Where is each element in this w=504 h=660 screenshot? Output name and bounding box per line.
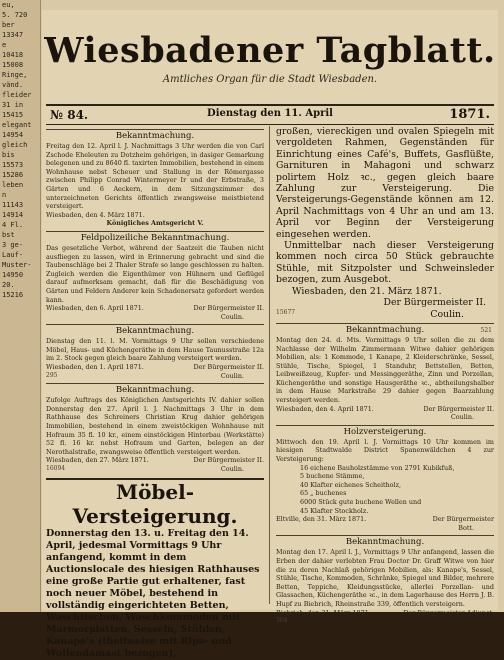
left-column bbox=[46, 126, 264, 659]
advertisement-signature-office: Der Bürgermeister II. bbox=[383, 297, 486, 309]
advertisement-signature-place: Wiesbaden, den 21. März 1871. bbox=[292, 285, 442, 297]
notice-number: 521 bbox=[480, 326, 492, 334]
notice-text: Freitag den 12. April l. J. Nachmittags 3 Uhr werden die von Carl Zschode Eheleuten zu Dotzheim gehörigen, in dasiger Gemarkung belegenen und zu 8640 fl. taxirten Immobilien, bestehend in einem Wohnhause nebst Scheuer und Stallung in der Römergasse zwischen Philipp Conrad Wintermeyer Ir und der Erbstraße, 3 Gärten und 6 Aeckern, in dem Sitzungszimmer des unterzeichneten Gerichts öffentlich zwangsweise meistbietend versteigert. bbox=[46, 142, 264, 211]
adjacent-page-fragment: 11143 bbox=[2, 201, 24, 209]
notice-signature-authority: Königliches Amtsgericht V. bbox=[106, 219, 204, 228]
adjacent-page-fragment: 15216 bbox=[2, 291, 24, 299]
advertisement-furniture-auction bbox=[46, 478, 264, 660]
notice-signature-office: Der Bürgermeister II. bbox=[193, 363, 264, 372]
adjacent-page-fragment: elegant bbox=[2, 121, 32, 129]
adjacent-page-fragment: 14954 bbox=[2, 131, 24, 139]
notice-footer bbox=[46, 372, 264, 381]
advertisement-text-continued: großen, viereckigen und ovalen Spiegeln mit vergoldeten Rahmen, Gegenständen für Einrichtung eines Café's, Buffets, Gasflüßte, Garnituren in Mahagoni und schwarz polirtem Holz ꝛc., gegen gleich baare Zahlung zur Versteigerung. Die Versteigerungs-Gegenstände können am 12. April Nachmittags von 4 Uhr an und am 13. April vor Beginn der Versteigerung eingesehen werden. bbox=[276, 126, 494, 240]
adjacent-page-fragment: eu, bbox=[2, 1, 15, 9]
list-item: 5 buchene Stämme, bbox=[300, 472, 365, 481]
notice-heading: Holzversteigerung. bbox=[276, 425, 494, 438]
adjacent-page-fragment: 15415 bbox=[2, 111, 24, 119]
adjacent-page-fragment: 15573 bbox=[2, 161, 24, 169]
notice-number: 15677 bbox=[276, 308, 296, 316]
notice-field-police bbox=[46, 231, 264, 321]
notice-text: Mittwoch den 19. April l. J. Vormittags 10 Uhr kommen im hiesigen Stadtwalde District Spanenwäldchen 4 zur Versteigerung: bbox=[276, 437, 494, 464]
notice-wood-auction bbox=[276, 425, 494, 533]
adjacent-page-fragment: bis bbox=[2, 151, 15, 159]
wood-items-list bbox=[276, 464, 494, 516]
notice-text: Montag den 17. April l. J., Vormittags 9 Uhr anfangend, lassen die Erben der dahier verlebten Frau Doctor Dr. Graff Witwe von hier die zu deren Nachlaß gehörigen Mobilien, als: Kanape's, Sessel, Stühle, Tische, Kommoden, Schränke, Spiegel und Bilder, mehrere Betten, Teppiche, Kleidungsstücke, allerlei Porzellan- und Glassachen, Küchengeräthe ꝛc., in dem Lagerhause des Herrn J. B. Hupf zu Biebrich, Rheinstraße 339, öffentlich versteigern. bbox=[276, 548, 494, 608]
adjacent-page-fragment: 14914 bbox=[2, 211, 24, 219]
adjacent-page-fragment: 13347 bbox=[2, 31, 24, 39]
newspaper-sheet bbox=[42, 10, 498, 659]
adjacent-page-edge bbox=[0, 0, 41, 612]
notice-signature-place: Wiesbaden, den 4. April 1871. bbox=[276, 404, 374, 413]
notice-signature-name: Coulin. bbox=[220, 371, 244, 380]
adjacent-page-fragment: vänd. bbox=[2, 81, 24, 89]
notice-signature-place: Wiesbaden, den 4. März 1871. bbox=[46, 210, 145, 219]
adjacent-page-fragment: n bbox=[2, 191, 7, 199]
notice-furniture-auction-1 bbox=[46, 324, 264, 380]
newspaper-subtitle: Amtliches Organ für die Stadt Wiesbaden. bbox=[162, 74, 378, 85]
masthead bbox=[42, 10, 498, 85]
adjacent-page-fragment: e bbox=[2, 41, 7, 49]
notice-heading: Bekanntmachung. bbox=[46, 129, 264, 142]
notice-signature-name: Bott. bbox=[458, 523, 474, 532]
notice-signature bbox=[276, 405, 494, 414]
notice-signature-office: Der Bürgermeister II. bbox=[193, 456, 264, 465]
notice-signature-office: Der Bürgermeister-Adjunct. bbox=[403, 608, 494, 617]
notice-number: 295 bbox=[46, 371, 58, 379]
adjacent-page-fragment: fleider bbox=[2, 91, 32, 99]
column-divider bbox=[269, 126, 270, 604]
notice-signature-name: Coulin. bbox=[220, 312, 244, 321]
list-item: 65 „ buchenes bbox=[300, 489, 347, 498]
notice-footer bbox=[46, 465, 264, 474]
issue-date: Dienstag den 11. April bbox=[207, 108, 333, 119]
notice-signature-place: Wiesbaden, den 1. April 1871. bbox=[46, 363, 144, 372]
notice-text: Montag den 24. d. Mts. Vormittags 9 Uhr sollen die zu dem Nachlasse der Wilhelm Zimmermann Witwe dahier gehörigen Mobilien, als: 1 Kommode, 1 Kanape, 2 Kleiderschränke, Sessel, Stühle, Tische, Spiegel, 1 Standuhr, Bettstellen, Betten, Leibweißzeug, Kupfer- und Messinggeräthe, Zinn und Porzellan, Küchengeräthe und sonstige Hausgeräthe ꝛc., abtheilungshalber in dem Hause Markstraße 29 dahier gegen Baarzahlung versteigert werden. bbox=[276, 335, 494, 405]
adjacent-page-fragment: ber bbox=[2, 21, 15, 29]
right-column bbox=[276, 126, 494, 626]
notice-text: Dienstag den 11. l. M. Vormittags 9 Uhr sollen verschiedene Möbel, Haus- und Küchengeräthe in dem Hause Taunusstraße 12a im 2. Stock gegen gleich baare Zahlung versteigert werden. bbox=[46, 337, 264, 363]
notice-signature-office: Der Bürgermeister II. bbox=[193, 304, 264, 313]
notice-signature-name: Coulin. bbox=[450, 413, 474, 422]
advertisement-continuation bbox=[276, 126, 494, 320]
adjacent-page-fragment: 4 Fl. bbox=[2, 221, 24, 229]
notice-signature-place: Biebrich, den 31. März 1871. bbox=[276, 608, 371, 617]
notice-heading: Feldpolizeiliche Bekanntmachung. bbox=[46, 231, 264, 244]
advertisement-signature-name: Coulin. bbox=[430, 308, 464, 320]
adjacent-page-fragment: 10418 bbox=[2, 51, 24, 59]
notice-signature-name: Groß. bbox=[455, 617, 474, 626]
adjacent-page-fragment: Muster- bbox=[2, 261, 32, 269]
adjacent-page-fragment: 5. 720 bbox=[2, 11, 28, 19]
notice-signature bbox=[276, 609, 494, 618]
dateline bbox=[46, 104, 494, 125]
advertisement-text-addendum: Unmittelbar nach dieser Versteigerung kommen noch circa 50 Stück gebrauchte Stühle, mit Sitzpolster und Schweinsleder bezogen, zum Ausgebot. bbox=[276, 240, 494, 286]
advertisement-title: Möbel-Versteigerung. bbox=[72, 479, 238, 528]
list-item: 45 Klafter Stockholz. bbox=[300, 506, 369, 515]
notice-signature-place: Wiesbaden, den 27. März 1871. bbox=[46, 456, 149, 465]
notice-heading: Bekanntmachung. bbox=[46, 383, 264, 396]
adjacent-page-fragment: 15286 bbox=[2, 171, 24, 179]
notice-signature-name: Coulin. bbox=[220, 465, 244, 473]
notice-text: Zufolge Auftrags des Königlichen Amtsgerichts IV. dahier sollen Donnerstag den 27. April l. J. Nachmittags 3 Uhr in dem Rathhause des Schreiners Christian Krug dahier gehörigen Immobilien, bestehend in einem zweistöckigen Wohnhause mit Hofraum 35 fl. 10 kr., einem einstöckigen Hinterbau (Werkstätte) 52 fl. 16 kr. nebst Hofraum und Garten, belegen an der Nerothalstraße, zwangsweise öffentlich versteigert werden. bbox=[46, 396, 264, 456]
notice-number: 304 bbox=[276, 617, 288, 625]
notice-heading: Bekanntmachung. bbox=[46, 324, 264, 337]
list-item: 40 Klafter eichenes Scheitholz, bbox=[300, 480, 401, 489]
notice-heading: Bekanntmachung. bbox=[345, 324, 425, 335]
adjacent-page-fragment: 14950 bbox=[2, 271, 24, 279]
adjacent-page-fragment: bst bbox=[2, 231, 15, 239]
list-item: 6000 Stück gute buchene Wellen und bbox=[300, 498, 422, 506]
notice-number: 16094 bbox=[46, 465, 66, 472]
notice-property-auction bbox=[46, 383, 264, 473]
notice-court-auction bbox=[46, 129, 264, 228]
notice-heading-row bbox=[276, 323, 494, 336]
notice-signature-place: Wiesbaden, den 6. April 1871. bbox=[46, 304, 144, 313]
notice-heading: Bekanntmachung. bbox=[276, 535, 494, 548]
notice-estate-auction-biebrich bbox=[276, 535, 494, 625]
notice-signature bbox=[46, 304, 264, 313]
notice-signature-place: Eltville, den 31. März 1871. bbox=[276, 515, 367, 524]
notice-text: Das gesetzliche Verbot, während der Saatzeit die Tauben nicht ausfliegen zu lassen, wird in Erinnerung gebracht und sind die Taubenschläge bei 2 Thaler Strafe so lange geschlossen zu halten. Zugleich werden die Eigenthümer von Hühnern und Geflügel darauf aufmerksam gemacht, daß für die Beschädigung von Gärten und Feldern Anderer kein Schadenersatz gefordert werden kann. bbox=[46, 243, 264, 304]
notice-estate-auction bbox=[276, 323, 494, 422]
notice-footer bbox=[276, 617, 494, 626]
notice-signature bbox=[46, 363, 264, 372]
adjacent-page-fragment: 15008 bbox=[2, 61, 24, 69]
notice-signature bbox=[276, 515, 494, 524]
advertisement-footer bbox=[276, 309, 494, 320]
adjacent-page-fragment: Ringe, bbox=[2, 71, 28, 79]
adjacent-page-fragment: gleich bbox=[2, 141, 28, 149]
notice-signature bbox=[46, 456, 264, 465]
adjacent-page-fragment: Lauf- bbox=[2, 251, 24, 259]
advertisement-text: Donnerstag den 13. u. Freitag den 14. April, jedesmal Vormittags 9 Uhr anfangend, kommt in dem Auctionslocale des hiesigen Rathhauses eine große Partie gut erhaltener, fast noch neuer Möbel, bestehend in vollständig eingerichteten Betten, Waschtischen, Waschkommoden mit Marmorplatten, Sesseln, Stühlen, Kanape's (theilweise mit Rips- und Wollendamast bezogen), bbox=[46, 527, 260, 659]
newspaper-title: Wiesbadener Tagblatt. bbox=[44, 30, 496, 71]
adjacent-page-fragment: 31 in bbox=[2, 101, 24, 109]
adjacent-page-fragment: 20. bbox=[2, 281, 15, 289]
adjacent-page-fragment: 3 ge- bbox=[2, 241, 24, 249]
adjacent-page-fragment: leben bbox=[2, 181, 24, 189]
list-item: 16 eichene Bauholzstämme von 2791 Kubikfuß, bbox=[300, 463, 455, 472]
notice-signature-office: Der Bürgermeister bbox=[432, 515, 494, 524]
issue-year: 1871. bbox=[449, 107, 490, 122]
notice-signature-office: Der Bürgermeister II. bbox=[423, 404, 494, 413]
issue-number: № 84. bbox=[50, 108, 89, 122]
